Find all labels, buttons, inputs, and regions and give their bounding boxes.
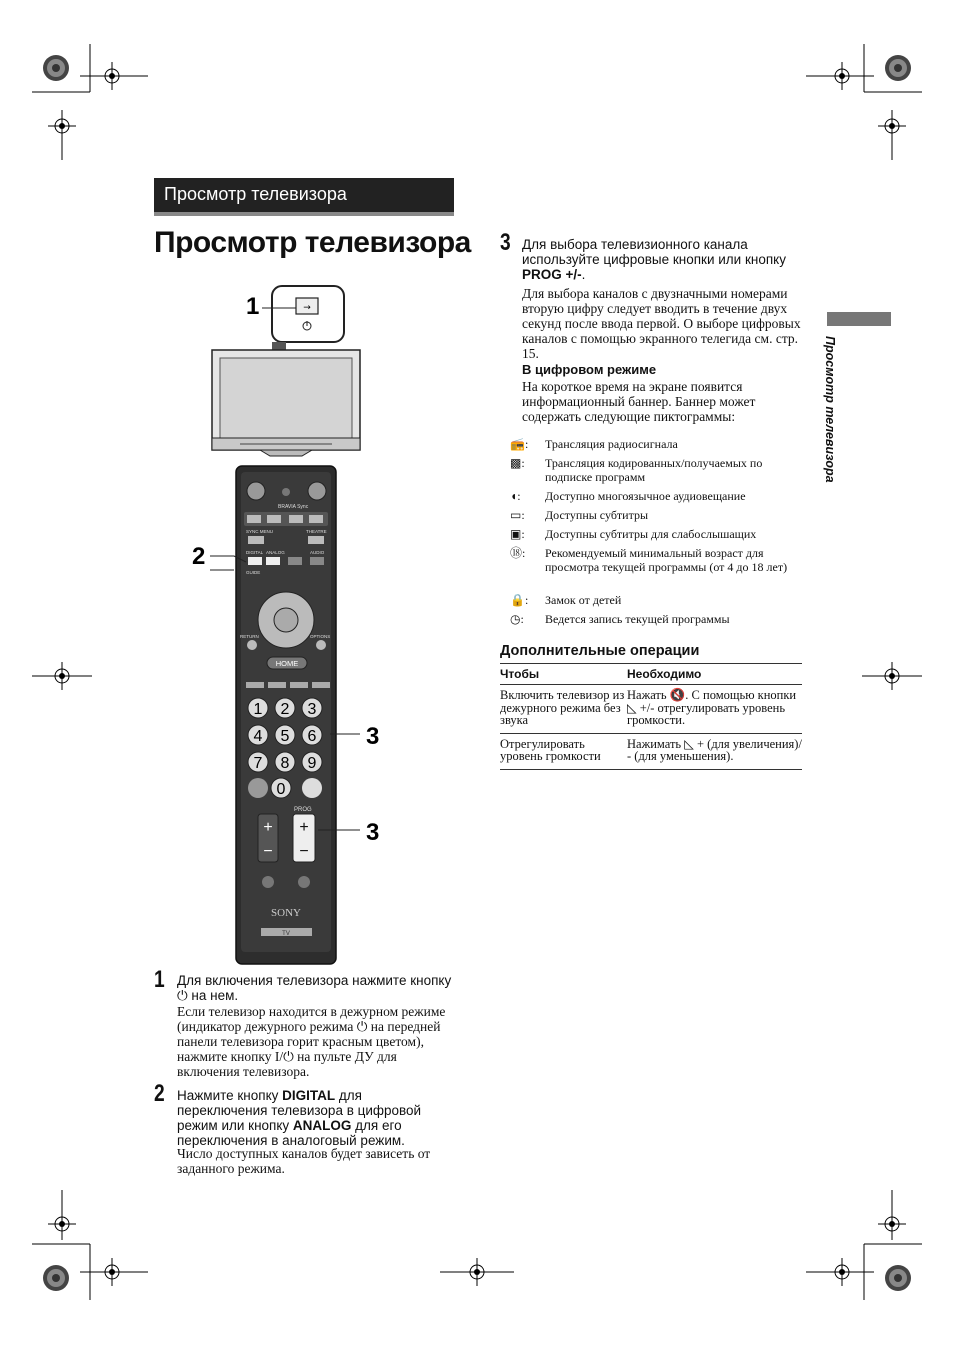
digit-label: 4 [253, 728, 263, 745]
table-row: Отрегулировать уровень громкости Нажимать ◺ + (для увеличения)/ - (для уменьшения). [500, 733, 802, 769]
step-2-body: Число доступных каналов будет зависеть от заданного режима. [177, 1146, 431, 1176]
table-header: Чтобы [500, 664, 627, 685]
tv-illustration [212, 286, 360, 456]
table-header: Необходимо [627, 664, 802, 685]
svg-text:−: − [299, 843, 309, 860]
callout-3-digits: 3 [366, 723, 380, 750]
svg-text:TV: TV [282, 931, 290, 937]
step-3-heading: Для выбора телевизионного канала используйте цифровые кнопки или кнопку PROG +/-. [522, 237, 786, 282]
digit-label: 3 [307, 701, 317, 718]
step-3-number: 3 [500, 229, 511, 256]
lock-icon: 🔒: [510, 593, 529, 607]
tv-remote-illustration [150, 280, 390, 970]
step-2-heading: Нажмите кнопку DIGITAL для переключения телевизора в цифровой режим или кнопку ANALOG для его переключения в аналоговый режим. [177, 1088, 422, 1148]
age-icon: ⑱: [510, 546, 526, 560]
svg-text:+: + [263, 819, 273, 836]
digit-label: 7 [253, 755, 263, 772]
svg-text:PROG: PROG [294, 807, 312, 813]
svg-text:OPTIONS: OPTIONS [310, 634, 331, 639]
step-2-number: 2 [154, 1080, 165, 1107]
audio-icon: ◖: [510, 489, 521, 503]
digit-label: 9 [307, 755, 317, 772]
side-label: Просмотр телевизора [823, 336, 837, 483]
callout-3-prog: 3 [366, 819, 380, 846]
step-1-body: Если телевизор находится в дежурном режиме (индикатор дежурного режима ⏻ на передней панели телевизора горит красным цветом), нажмите кнопку I/⏻ на пульте ДУ для включения телевизора. [177, 1004, 446, 1079]
svg-text:0: 0 [276, 781, 286, 798]
clock-icon: ◷: [510, 612, 524, 626]
digital-mode-body: На короткое время на экране появится информационный баннер. Баннер может содержать следующие пиктограммы: [522, 379, 756, 424]
step-1-heading: Для включения телевизора нажмите кнопку ⏻ на нем. [177, 973, 452, 1003]
hearing-subtitles-icon: ▣: [510, 527, 525, 541]
svg-text:→: → [303, 303, 311, 313]
svg-text:RETURN: RETURN [240, 634, 259, 639]
digital-mode-heading: В цифровом режиме [522, 362, 657, 377]
svg-text:SONY: SONY [271, 907, 301, 919]
svg-text:+: + [299, 819, 309, 836]
scrambled-icon: ▩: [510, 456, 525, 470]
page-title: Просмотр телевизора [154, 226, 471, 259]
svg-text:SYNC MENU: SYNC MENU [246, 529, 274, 534]
radio-icon: 📻: [510, 437, 529, 451]
callout-1: 1 [246, 293, 260, 320]
svg-text:GUIDE: GUIDE [246, 570, 261, 575]
remote-number-pad [248, 698, 322, 772]
digit-label: 1 [253, 701, 263, 718]
svg-text:AUDIO: AUDIO [310, 550, 325, 555]
digit-label: 8 [280, 755, 290, 772]
svg-text:ANALOG: ANALOG [266, 550, 285, 555]
digit-label: 2 [280, 701, 290, 718]
svg-text:BRAVIA Sync: BRAVIA Sync [278, 504, 309, 510]
subtitles-icon: ▭: [510, 508, 525, 522]
table-row: Включить телевизор из дежурного режима без звука Нажать 🔇. С помощью кнопки ◺ +/- отрегулировать уровень громкости. [500, 685, 802, 734]
digit-label: 6 [307, 728, 317, 745]
digit-label: 5 [280, 728, 290, 745]
callout-2: 2 [192, 543, 206, 570]
additional-ops-table [500, 663, 802, 770]
svg-text:THEATRE: THEATRE [306, 529, 327, 534]
svg-text:−: − [263, 843, 273, 860]
step-3-body: Для выбора каналов с двузначными номерами вторую цифру следует вводить в течение двух секунд после ввода первой. О выборе цифровых каналов с помощью экранного телегида см. стр. 15. [522, 286, 801, 361]
svg-text:HOME: HOME [275, 659, 299, 668]
section-header: Просмотр телевизора [154, 178, 454, 216]
step-1-number: 1 [154, 966, 165, 993]
additional-ops-title: Дополнительные операции [500, 643, 700, 659]
side-tab-marker [827, 312, 891, 326]
svg-text:DIGITAL: DIGITAL [246, 550, 264, 555]
